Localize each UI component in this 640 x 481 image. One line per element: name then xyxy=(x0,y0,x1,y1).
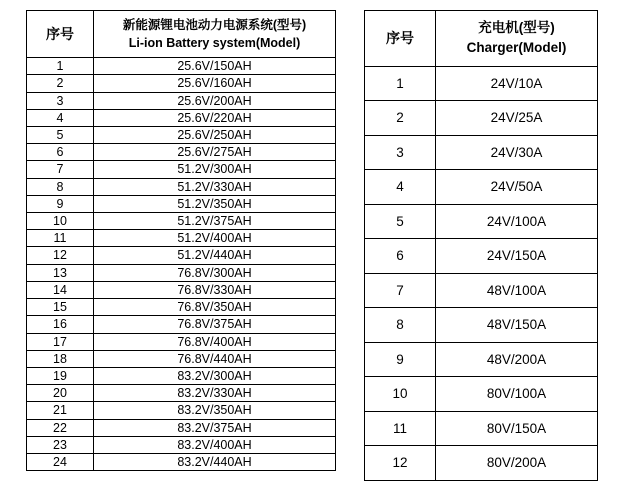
battery-row-model: 83.2V/350AH xyxy=(94,402,336,419)
table-row xyxy=(27,264,336,281)
battery-row-model: 83.2V/375AH xyxy=(94,419,336,436)
charger-row-model: 48V/100A xyxy=(436,273,598,308)
table-row xyxy=(27,350,336,367)
table-row xyxy=(27,75,336,92)
table-row xyxy=(27,299,336,316)
table-row xyxy=(27,436,336,453)
table-row xyxy=(27,385,336,402)
battery-row-index: 1 xyxy=(27,58,94,75)
charger-row-index: 10 xyxy=(365,377,436,412)
battery-row-model: 83.2V/330AH xyxy=(94,385,336,402)
battery-row-model: 76.8V/330AH xyxy=(94,281,336,298)
charger-header-model-en: Charger(Model) xyxy=(466,40,567,56)
battery-row-model: 51.2V/375AH xyxy=(94,213,336,230)
battery-row-model: 83.2V/440AH xyxy=(94,453,336,470)
table-row xyxy=(365,411,598,446)
charger-row-model: 24V/30A xyxy=(436,135,598,170)
charger-row-index: 7 xyxy=(365,273,436,308)
table-row xyxy=(365,342,598,377)
charger-row-model: 24V/50A xyxy=(436,170,598,205)
table-row xyxy=(27,281,336,298)
table-row xyxy=(27,92,336,109)
battery-row-index: 19 xyxy=(27,367,94,384)
table-row xyxy=(27,127,336,144)
battery-row-model: 25.6V/275AH xyxy=(94,144,336,161)
table-row xyxy=(27,367,336,384)
battery-row-index: 9 xyxy=(27,195,94,212)
charger-row-model: 80V/200A xyxy=(436,446,598,481)
battery-row-model: 51.2V/300AH xyxy=(94,161,336,178)
battery-row-index: 11 xyxy=(27,230,94,247)
charger-header-index: 序号 xyxy=(365,11,436,67)
battery-row-index: 3 xyxy=(27,92,94,109)
table-row xyxy=(27,333,336,350)
battery-row-index: 17 xyxy=(27,333,94,350)
battery-row-index: 22 xyxy=(27,419,94,436)
charger-row-index: 8 xyxy=(365,308,436,343)
battery-row-index: 24 xyxy=(27,453,94,470)
charger-row-index: 4 xyxy=(365,170,436,205)
battery-row-model: 25.6V/150AH xyxy=(94,58,336,75)
table-row xyxy=(365,66,598,101)
charger-row-model: 24V/25A xyxy=(436,101,598,136)
battery-row-model: 76.8V/350AH xyxy=(94,299,336,316)
table-row xyxy=(365,377,598,412)
charger-row-index: 1 xyxy=(365,66,436,101)
table-row xyxy=(365,204,598,239)
battery-row-model: 51.2V/440AH xyxy=(94,247,336,264)
table-row xyxy=(365,308,598,343)
charger-table-body xyxy=(365,66,598,480)
table-row xyxy=(27,144,336,161)
battery-row-model: 76.8V/440AH xyxy=(94,350,336,367)
charger-header-model-cn: 充电机(型号) xyxy=(478,20,555,35)
battery-row-index: 6 xyxy=(27,144,94,161)
table-row xyxy=(27,316,336,333)
battery-row-model: 51.2V/350AH xyxy=(94,195,336,212)
table-row xyxy=(27,178,336,195)
battery-header-model-cn: 新能源锂电池动力电源系统(型号) xyxy=(122,18,307,32)
table-row xyxy=(365,170,598,205)
battery-row-model: 51.2V/330AH xyxy=(94,178,336,195)
charger-row-index: 9 xyxy=(365,342,436,377)
battery-row-model: 51.2V/400AH xyxy=(94,230,336,247)
battery-row-index: 14 xyxy=(27,281,94,298)
charger-row-model: 80V/100A xyxy=(436,377,598,412)
battery-row-index: 21 xyxy=(27,402,94,419)
battery-header-model-en: Li-ion Battery system(Model) xyxy=(128,36,301,51)
battery-row-model: 25.6V/220AH xyxy=(94,109,336,126)
charger-row-index: 12 xyxy=(365,446,436,481)
table-row xyxy=(27,402,336,419)
battery-row-index: 16 xyxy=(27,316,94,333)
table-row xyxy=(27,230,336,247)
table-row xyxy=(365,446,598,481)
battery-row-index: 12 xyxy=(27,247,94,264)
table-row xyxy=(27,247,336,264)
table-header-row xyxy=(27,11,336,58)
battery-header-model xyxy=(94,11,336,58)
battery-row-index: 7 xyxy=(27,161,94,178)
table-row xyxy=(365,273,598,308)
battery-table-header xyxy=(27,11,336,58)
charger-row-model: 48V/150A xyxy=(436,308,598,343)
battery-row-index: 20 xyxy=(27,385,94,402)
battery-row-index: 15 xyxy=(27,299,94,316)
charger-row-index: 6 xyxy=(365,239,436,274)
battery-row-index: 4 xyxy=(27,109,94,126)
charger-table-header xyxy=(365,11,598,67)
battery-row-model: 76.8V/375AH xyxy=(94,316,336,333)
battery-row-index: 8 xyxy=(27,178,94,195)
battery-row-model: 25.6V/160AH xyxy=(94,75,336,92)
battery-row-index: 5 xyxy=(27,127,94,144)
charger-table-container xyxy=(364,10,598,481)
battery-table-body xyxy=(27,58,336,471)
battery-row-model: 76.8V/300AH xyxy=(94,264,336,281)
table-row xyxy=(27,195,336,212)
charger-row-model: 24V/100A xyxy=(436,204,598,239)
battery-row-index: 23 xyxy=(27,436,94,453)
table-row xyxy=(27,161,336,178)
battery-system-table-container xyxy=(26,10,336,471)
battery-row-index: 10 xyxy=(27,213,94,230)
charger-row-model: 80V/150A xyxy=(436,411,598,446)
charger-table xyxy=(364,10,598,481)
table-row xyxy=(27,453,336,470)
battery-row-model: 76.8V/400AH xyxy=(94,333,336,350)
battery-row-index: 18 xyxy=(27,350,94,367)
charger-row-index: 3 xyxy=(365,135,436,170)
charger-header-model xyxy=(436,11,598,67)
table-row xyxy=(365,101,598,136)
charger-row-index: 2 xyxy=(365,101,436,136)
charger-row-model: 24V/150A xyxy=(436,239,598,274)
table-row xyxy=(365,135,598,170)
battery-row-model: 25.6V/250AH xyxy=(94,127,336,144)
charger-row-index: 5 xyxy=(365,204,436,239)
table-row xyxy=(27,109,336,126)
battery-row-model: 25.6V/200AH xyxy=(94,92,336,109)
table-row xyxy=(365,239,598,274)
battery-header-index: 序号 xyxy=(27,11,94,58)
charger-row-model: 24V/10A xyxy=(436,66,598,101)
battery-row-index: 2 xyxy=(27,75,94,92)
battery-row-index: 13 xyxy=(27,264,94,281)
charger-row-index: 11 xyxy=(365,411,436,446)
battery-system-table xyxy=(26,10,336,471)
charger-row-model: 48V/200A xyxy=(436,342,598,377)
table-row xyxy=(27,419,336,436)
table-header-row xyxy=(365,11,598,67)
battery-row-model: 83.2V/300AH xyxy=(94,367,336,384)
table-row xyxy=(27,213,336,230)
battery-row-model: 83.2V/400AH xyxy=(94,436,336,453)
table-row xyxy=(27,58,336,75)
